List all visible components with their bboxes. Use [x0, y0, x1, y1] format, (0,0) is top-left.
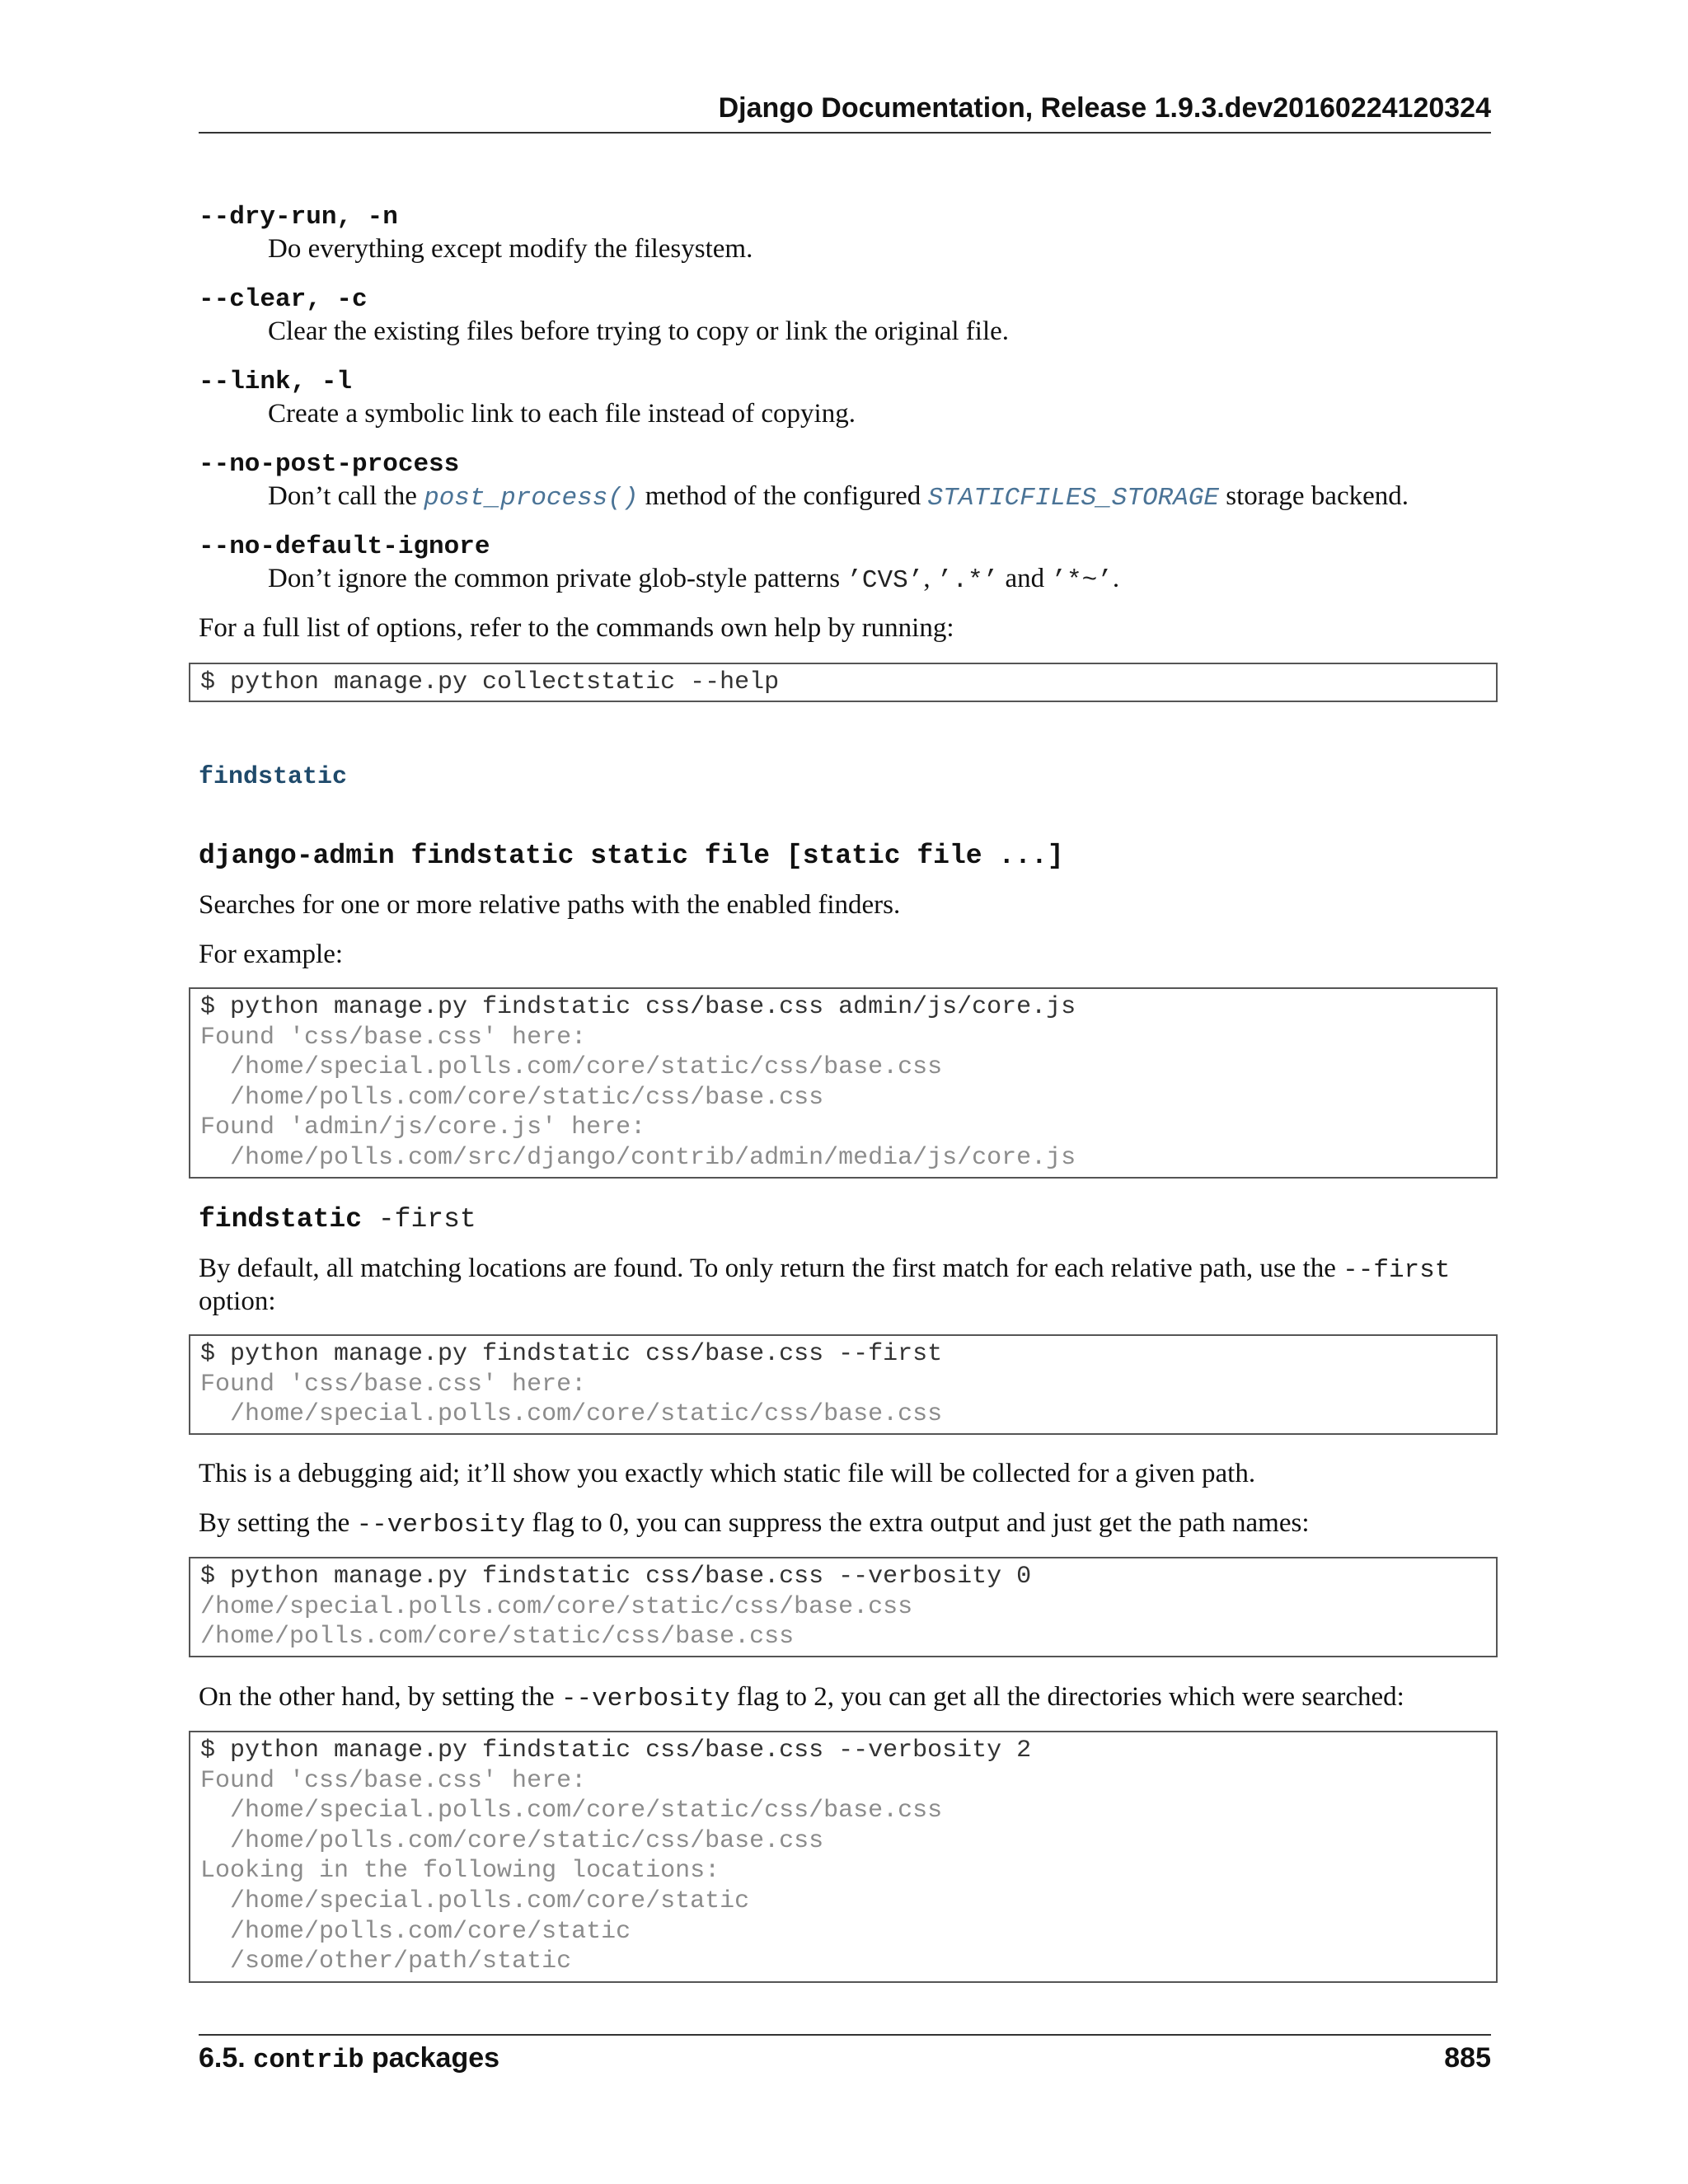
- code-block-help: [189, 663, 1498, 702]
- desc-text: ,: [923, 564, 937, 593]
- desc-text: method of the configured: [638, 481, 928, 511]
- code-block-verbosity0: [189, 1557, 1498, 1657]
- footer-section-number: 6.5.: [199, 2042, 254, 2074]
- search-paragraph: Searches for one or more relative paths with the enabled finders.: [199, 890, 901, 920]
- code-output: Found 'css/base.css' here: /home/special.polls.com/core/static/css/base.css /home/polls.com/core/static/css/base.css Looking in the following locations: /home/special.polls.com/core/static /home/polls.com/core/static /some/other/path/static: [200, 1766, 943, 1976]
- inline-code: ’.*’: [936, 566, 999, 595]
- help-paragraph: For a full list of options, refer to the commands own help by running:: [199, 613, 954, 643]
- inline-code: --verbosity: [356, 1511, 526, 1540]
- header-title: Django Documentation, Release 1.9.3.dev20160224120324: [718, 92, 1491, 124]
- desc-text: Don’t call the: [268, 481, 424, 511]
- command-signature: django-admin findstatic static file [static file ...]: [199, 841, 1064, 871]
- code-command: $ python manage.py findstatic css/base.css admin/js/core.js: [200, 993, 1076, 1021]
- footer-section-code: contrib: [253, 2045, 364, 2075]
- inline-code: ’*~’: [1051, 566, 1113, 595]
- debug-paragraph: This is a debugging aid; it’ll show you exactly which static file will be collected for a given path.: [199, 1459, 1256, 1488]
- para-text: On the other hand, by setting the: [199, 1682, 561, 1712]
- page-header: [199, 92, 1491, 134]
- option-clear-desc: Clear the existing files before trying to copy or link the original file.: [268, 316, 1010, 346]
- para-text: By setting the: [199, 1508, 357, 1538]
- first-option-arg: -first: [362, 1204, 476, 1235]
- option-dry-run: --dry-run, -n: [199, 203, 398, 232]
- code-block-example: [189, 987, 1498, 1179]
- desc-text: .: [1112, 564, 1120, 593]
- option-no-default-ignore: --no-default-ignore: [199, 532, 490, 561]
- desc-text: and: [998, 564, 1052, 593]
- footer-section: [199, 2042, 499, 2075]
- code-output: /home/special.polls.com/core/static/css/base.css /home/polls.com/core/static/css/base.css: [200, 1592, 913, 1652]
- footer-section-rest: packages: [363, 2042, 500, 2074]
- option-no-post-process-desc: [268, 481, 1409, 513]
- inline-code: ’CVS’: [846, 566, 924, 595]
- para-text: By default, all matching locations are found. To only return the first match for each relative path, use the: [199, 1254, 1343, 1283]
- verbosity2-paragraph: [199, 1682, 1404, 1713]
- option-no-default-ignore-desc: [268, 564, 1119, 595]
- option-no-post-process: --no-post-process: [199, 450, 460, 479]
- desc-text: storage backend.: [1219, 481, 1409, 511]
- code-command: $ python manage.py collectstatic --help: [200, 668, 780, 696]
- option-clear: --clear, -c: [199, 285, 368, 314]
- page-number: 885: [1444, 2042, 1491, 2074]
- inline-code: --first: [1343, 1256, 1451, 1285]
- first-paragraph-cont: option:: [199, 1286, 276, 1316]
- code-block-first: [189, 1334, 1498, 1435]
- para-text: flag to 2, you can get all the directories which were searched:: [729, 1682, 1404, 1712]
- code-command: $ python manage.py findstatic css/base.css --first: [200, 1340, 943, 1368]
- post-process-link[interactable]: post_process(): [424, 484, 639, 513]
- code-output: Found 'css/base.css' here: /home/special.polls.com/core/static/css/base.css /home/polls.com/core/static/css/base.css Found 'admin/js/core.js' here: /home/polls.com/src/django/contrib/admin/media/js/core.js: [200, 1023, 1076, 1172]
- option-link: --link, -l: [199, 368, 353, 396]
- code-output: Found 'css/base.css' here: /home/special.polls.com/core/static/css/base.css: [200, 1370, 943, 1429]
- code-command: $ python manage.py findstatic css/base.css --verbosity 2: [200, 1736, 1032, 1765]
- inline-code: --verbosity: [560, 1685, 730, 1713]
- option-dry-run-desc: Do everything except modify the filesystem.: [268, 234, 753, 264]
- desc-text: Don’t ignore the common private glob-style patterns: [268, 564, 847, 593]
- verbosity0-paragraph: [199, 1508, 1310, 1540]
- code-block-verbosity2: [189, 1731, 1498, 1983]
- staticfiles-storage-link[interactable]: STATICFILES_STORAGE: [927, 484, 1219, 513]
- code-command: $ python manage.py findstatic css/base.css --verbosity 0: [200, 1563, 1032, 1591]
- example-paragraph: For example:: [199, 940, 344, 969]
- first-option-name: findstatic: [199, 1204, 363, 1235]
- para-text: flag to 0, you can suppress the extra output and just get the path names:: [525, 1508, 1310, 1538]
- first-option-signature: [199, 1204, 476, 1235]
- section-title-findstatic: findstatic: [199, 763, 348, 791]
- option-link-desc: Create a symbolic link to each file instead of copying.: [268, 399, 856, 429]
- first-paragraph: [199, 1254, 1450, 1285]
- footer-rule: [199, 2034, 1491, 2036]
